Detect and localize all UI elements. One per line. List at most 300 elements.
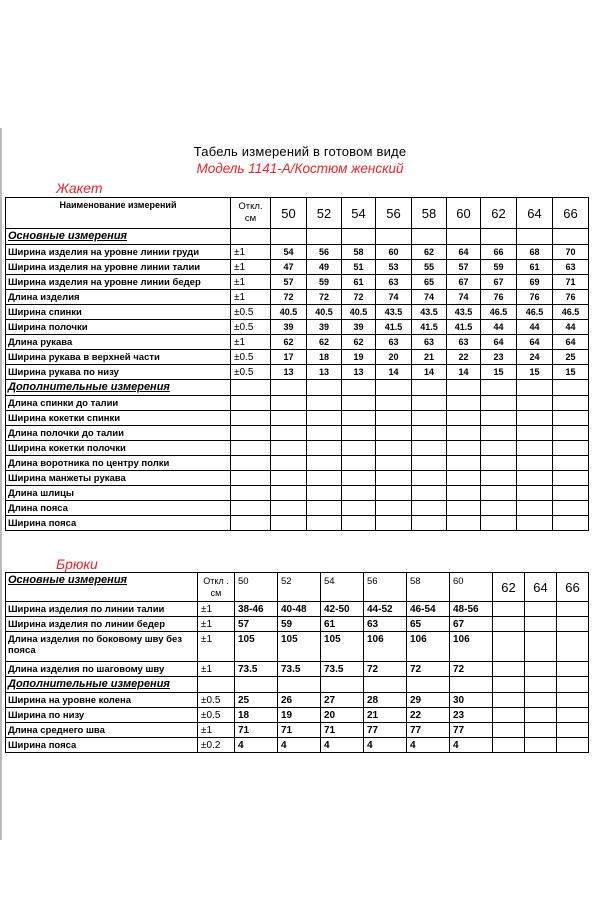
empty-cell xyxy=(412,441,447,456)
empty-cell xyxy=(412,229,447,245)
jacket-size-header: 66 xyxy=(553,198,589,229)
jacket-size-header: 54 xyxy=(342,198,376,229)
measurement-name: Длина изделия по боковому шву без пояса xyxy=(6,632,198,662)
measurement-value: 44 xyxy=(517,320,553,335)
empty-cell xyxy=(481,456,517,471)
empty-cell xyxy=(376,456,412,471)
measurement-value: 76 xyxy=(517,290,553,305)
measurement-name: Ширина пояса xyxy=(6,516,231,531)
measurement-value: 64 xyxy=(481,335,517,350)
measurement-name: Длина полочки до талии xyxy=(6,426,231,441)
measurement-value: 63 xyxy=(447,335,481,350)
measurement-name: Ширина манжеты рукава xyxy=(6,471,231,486)
empty-cell xyxy=(517,411,553,426)
measurement-value: 22 xyxy=(447,350,481,365)
jacket-table-row xyxy=(6,456,589,471)
measurement-value: 58 xyxy=(342,245,376,260)
jacket-table-row xyxy=(6,365,589,380)
measurement-value: 105 xyxy=(321,632,364,662)
measurement-value: 4 xyxy=(364,738,407,753)
measurement-tolerance: ±0.5 xyxy=(198,708,235,723)
measurement-value: 54 xyxy=(271,245,307,260)
measurement-name: Длина шлицы xyxy=(6,486,231,501)
jacket-size-header: 60 xyxy=(447,198,481,229)
jacket-table-row xyxy=(6,411,589,426)
empty-cell xyxy=(271,441,307,456)
measurement-value: 57 xyxy=(271,275,307,290)
measurement-value: 43.5 xyxy=(412,305,447,320)
measurement-value: 13 xyxy=(342,365,376,380)
measurement-value: 20 xyxy=(376,350,412,365)
empty-cell xyxy=(481,426,517,441)
jacket-main-heading: Основные измерения xyxy=(6,229,231,245)
measurement-value: 63 xyxy=(376,335,412,350)
measurement-value: 63 xyxy=(364,617,407,632)
empty-cell xyxy=(307,411,342,426)
empty-cell xyxy=(525,632,557,662)
page-title: Табель измерений в готовом виде xyxy=(193,144,407,159)
measurement-name: Длина среднего шва xyxy=(6,723,198,738)
measurement-name: Ширина изделия на уровне линии талии xyxy=(6,260,231,275)
empty-cell xyxy=(271,426,307,441)
measurement-value: 74 xyxy=(447,290,481,305)
measurement-value: 74 xyxy=(376,290,412,305)
empty-cell xyxy=(231,396,271,411)
empty-cell xyxy=(481,471,517,486)
trousers-size-header: 54 xyxy=(321,573,364,602)
measurement-value: 63 xyxy=(412,335,447,350)
empty-cell xyxy=(557,662,589,677)
jacket-table-row xyxy=(6,486,589,501)
empty-cell xyxy=(517,516,553,531)
measurement-value: 19 xyxy=(342,350,376,365)
empty-cell xyxy=(376,471,412,486)
measurement-name: Ширина на уровне колена xyxy=(6,693,198,708)
measurement-tolerance: ±1 xyxy=(198,602,235,617)
jacket-header-row xyxy=(6,198,589,229)
trousers-size-header: 56 xyxy=(364,573,407,602)
empty-cell xyxy=(517,426,553,441)
empty-cell xyxy=(493,677,525,693)
empty-cell xyxy=(412,456,447,471)
measurement-value: 39 xyxy=(271,320,307,335)
empty-cell xyxy=(493,708,525,723)
measurement-value: 63 xyxy=(553,260,589,275)
empty-cell xyxy=(342,426,376,441)
empty-cell xyxy=(447,426,481,441)
empty-cell xyxy=(557,632,589,662)
measurement-value: 64 xyxy=(517,335,553,350)
empty-cell xyxy=(307,501,342,516)
empty-cell xyxy=(553,471,589,486)
jacket-extra-heading: Дополнительные измерения xyxy=(6,380,231,396)
empty-cell xyxy=(307,396,342,411)
empty-cell xyxy=(376,380,412,396)
empty-cell xyxy=(412,486,447,501)
empty-cell xyxy=(231,441,271,456)
measurement-name: Длина рукава xyxy=(6,335,231,350)
empty-cell xyxy=(557,693,589,708)
measurement-value: 62 xyxy=(271,335,307,350)
empty-cell xyxy=(376,396,412,411)
empty-cell xyxy=(307,471,342,486)
empty-cell xyxy=(271,501,307,516)
empty-cell xyxy=(525,617,557,632)
empty-cell xyxy=(481,229,517,245)
measurement-value: 76 xyxy=(553,290,589,305)
trousers-table xyxy=(5,572,589,753)
measurement-value: 49 xyxy=(307,260,342,275)
jacket-section-title: Жакет xyxy=(56,180,103,196)
empty-cell xyxy=(525,708,557,723)
measurement-value: 13 xyxy=(271,365,307,380)
jacket-size-header: 52 xyxy=(307,198,342,229)
empty-cell xyxy=(517,456,553,471)
measurement-tolerance: ±1 xyxy=(198,723,235,738)
empty-cell xyxy=(517,380,553,396)
empty-cell xyxy=(412,516,447,531)
measurement-value: 72 xyxy=(307,290,342,305)
empty-cell xyxy=(321,677,364,693)
empty-cell xyxy=(517,229,553,245)
measurement-value: 72 xyxy=(450,662,493,677)
measurement-value: 4 xyxy=(407,738,450,753)
jacket-size-header: 50 xyxy=(271,198,307,229)
empty-cell xyxy=(553,501,589,516)
measurement-value: 17 xyxy=(271,350,307,365)
measurement-value: 64 xyxy=(447,245,481,260)
measurement-value: 23 xyxy=(481,350,517,365)
empty-cell xyxy=(412,471,447,486)
measurement-value: 105 xyxy=(235,632,278,662)
trousers-size-header: 58 xyxy=(407,573,450,602)
measurement-tolerance: ±1 xyxy=(198,662,235,677)
measurement-value: 14 xyxy=(447,365,481,380)
measurement-tolerance: ±1 xyxy=(231,290,271,305)
measurement-value: 77 xyxy=(407,723,450,738)
measurement-value: 55 xyxy=(412,260,447,275)
measurement-name: Ширина изделия на уровне линии груди xyxy=(6,245,231,260)
measurement-value: 20 xyxy=(321,708,364,723)
measurement-value: 15 xyxy=(553,365,589,380)
measurement-value: 71 xyxy=(278,723,321,738)
jacket-header-tolerance: Откл. см xyxy=(231,198,271,229)
empty-cell xyxy=(376,441,412,456)
trousers-extra-heading: Дополнительные измерения xyxy=(6,677,198,693)
jacket-table-row xyxy=(6,396,589,411)
measurement-value: 71 xyxy=(321,723,364,738)
measurement-value: 40.5 xyxy=(307,305,342,320)
jacket-table xyxy=(5,197,589,531)
trousers-table-row xyxy=(6,708,589,723)
measurement-tolerance: ±1 xyxy=(198,617,235,632)
empty-cell xyxy=(342,396,376,411)
jacket-header-name: Наименование измерений xyxy=(6,198,231,229)
empty-cell xyxy=(447,516,481,531)
empty-cell xyxy=(342,501,376,516)
empty-cell xyxy=(231,486,271,501)
measurement-value: 48-56 xyxy=(450,602,493,617)
measurement-name: Ширина изделия на уровне линии бедер xyxy=(6,275,231,290)
measurement-value: 73.5 xyxy=(321,662,364,677)
measurement-tolerance: ±0.5 xyxy=(231,350,271,365)
empty-cell xyxy=(557,738,589,753)
jacket-table-row xyxy=(6,245,589,260)
measurement-value: 61 xyxy=(321,617,364,632)
page-left-rule xyxy=(0,128,2,840)
measurement-value: 72 xyxy=(271,290,307,305)
measurement-value: 14 xyxy=(412,365,447,380)
measurement-value: 38-46 xyxy=(235,602,278,617)
measurement-value: 40.5 xyxy=(271,305,307,320)
measurement-tolerance: ±0.2 xyxy=(198,738,235,753)
empty-cell xyxy=(342,229,376,245)
measurement-value: 30 xyxy=(450,693,493,708)
empty-cell xyxy=(450,677,493,693)
trousers-size-header: 52 xyxy=(278,573,321,602)
empty-cell xyxy=(376,501,412,516)
measurement-value: 44 xyxy=(481,320,517,335)
measurement-value: 46-54 xyxy=(407,602,450,617)
measurement-value: 66 xyxy=(481,245,517,260)
trousers-table-row xyxy=(6,738,589,753)
measurement-value: 74 xyxy=(412,290,447,305)
empty-cell xyxy=(198,677,235,693)
measurement-name: Длина изделия xyxy=(6,290,231,305)
empty-cell xyxy=(271,396,307,411)
measurement-value: 40-48 xyxy=(278,602,321,617)
measurement-value: 29 xyxy=(407,693,450,708)
empty-cell xyxy=(447,380,481,396)
empty-cell xyxy=(412,396,447,411)
empty-cell xyxy=(553,456,589,471)
trousers-header-row xyxy=(6,573,589,602)
measurement-value: 41.5 xyxy=(376,320,412,335)
empty-cell xyxy=(342,486,376,501)
measurement-value: 73.5 xyxy=(235,662,278,677)
empty-cell xyxy=(557,617,589,632)
empty-cell xyxy=(376,411,412,426)
jacket-size-header: 56 xyxy=(376,198,412,229)
empty-cell xyxy=(342,411,376,426)
measurement-tolerance: ±0.5 xyxy=(231,320,271,335)
empty-cell xyxy=(517,396,553,411)
jacket-size-header: 58 xyxy=(412,198,447,229)
measurement-name: Ширина по низу xyxy=(6,708,198,723)
jacket-section-row xyxy=(6,380,589,396)
measurement-tolerance: ±1 xyxy=(231,275,271,290)
jacket-section-row xyxy=(6,229,589,245)
measurement-value: 18 xyxy=(235,708,278,723)
measurement-value: 60 xyxy=(376,245,412,260)
empty-cell xyxy=(412,411,447,426)
empty-cell xyxy=(447,486,481,501)
jacket-table-row xyxy=(6,335,589,350)
empty-cell xyxy=(553,396,589,411)
measurement-value: 19 xyxy=(278,708,321,723)
empty-cell xyxy=(307,456,342,471)
measurement-value: 15 xyxy=(481,365,517,380)
measurement-value: 59 xyxy=(481,260,517,275)
empty-cell xyxy=(231,426,271,441)
measurement-value: 39 xyxy=(342,320,376,335)
empty-cell xyxy=(553,229,589,245)
measurement-tolerance: ±1 xyxy=(231,245,271,260)
empty-cell xyxy=(307,426,342,441)
trousers-header-tolerance: Откл . см xyxy=(198,573,235,602)
empty-cell xyxy=(231,411,271,426)
jacket-table-row xyxy=(6,275,589,290)
measurement-value: 21 xyxy=(412,350,447,365)
empty-cell xyxy=(271,380,307,396)
empty-cell xyxy=(525,738,557,753)
measurement-value: 105 xyxy=(278,632,321,662)
jacket-table-row xyxy=(6,426,589,441)
measurement-value: 67 xyxy=(447,275,481,290)
measurement-value: 72 xyxy=(407,662,450,677)
trousers-table-row xyxy=(6,723,589,738)
empty-cell xyxy=(481,411,517,426)
measurement-name: Ширина кокетки спинки xyxy=(6,411,231,426)
empty-cell xyxy=(307,486,342,501)
trousers-table-row xyxy=(6,632,589,662)
empty-cell xyxy=(557,723,589,738)
empty-cell xyxy=(553,516,589,531)
measurement-value: 62 xyxy=(307,335,342,350)
empty-cell xyxy=(481,380,517,396)
measurement-value: 106 xyxy=(450,632,493,662)
measurement-value: 63 xyxy=(376,275,412,290)
trousers-table-row xyxy=(6,617,589,632)
measurement-value: 21 xyxy=(364,708,407,723)
empty-cell xyxy=(493,738,525,753)
empty-cell xyxy=(231,471,271,486)
measurement-value: 106 xyxy=(407,632,450,662)
measurement-value: 62 xyxy=(412,245,447,260)
empty-cell xyxy=(231,456,271,471)
measurement-value: 44 xyxy=(553,320,589,335)
jacket-table-row xyxy=(6,290,589,305)
measurement-value: 15 xyxy=(517,365,553,380)
measurement-value: 64 xyxy=(553,335,589,350)
jacket-table-row xyxy=(6,260,589,275)
empty-cell xyxy=(517,471,553,486)
empty-cell xyxy=(493,662,525,677)
empty-cell xyxy=(364,677,407,693)
measurement-value: 56 xyxy=(307,245,342,260)
empty-cell xyxy=(342,456,376,471)
measurement-value: 65 xyxy=(407,617,450,632)
measurement-name: Ширина полочки xyxy=(6,320,231,335)
measurement-value: 41.5 xyxy=(412,320,447,335)
empty-cell xyxy=(553,411,589,426)
measurement-value: 62 xyxy=(342,335,376,350)
measurement-value: 4 xyxy=(278,738,321,753)
measurement-value: 43.5 xyxy=(376,305,412,320)
empty-cell xyxy=(525,723,557,738)
jacket-table-row xyxy=(6,305,589,320)
measurement-value: 69 xyxy=(517,275,553,290)
measurement-value: 71 xyxy=(553,275,589,290)
measurement-value: 44-52 xyxy=(364,602,407,617)
empty-cell xyxy=(481,516,517,531)
jacket-size-header: 64 xyxy=(517,198,553,229)
empty-cell xyxy=(481,441,517,456)
measurement-value: 18 xyxy=(307,350,342,365)
measurement-value: 42-50 xyxy=(321,602,364,617)
empty-cell xyxy=(307,380,342,396)
measurement-value: 70 xyxy=(553,245,589,260)
trousers-table-row xyxy=(6,693,589,708)
measurement-value: 25 xyxy=(553,350,589,365)
empty-cell xyxy=(271,411,307,426)
measurement-value: 61 xyxy=(517,260,553,275)
empty-cell xyxy=(493,632,525,662)
jacket-table-row xyxy=(6,501,589,516)
empty-cell xyxy=(447,441,481,456)
empty-cell xyxy=(412,501,447,516)
measurement-tolerance: ±0.5 xyxy=(198,693,235,708)
empty-cell xyxy=(525,662,557,677)
measurement-value: 65 xyxy=(412,275,447,290)
measurement-tolerance: ±1 xyxy=(198,632,235,662)
trousers-size-header: 64 xyxy=(525,573,557,602)
empty-cell xyxy=(376,486,412,501)
empty-cell xyxy=(553,486,589,501)
empty-cell xyxy=(447,456,481,471)
empty-cell xyxy=(525,602,557,617)
empty-cell xyxy=(481,501,517,516)
empty-cell xyxy=(481,486,517,501)
empty-cell xyxy=(342,441,376,456)
measurement-value: 41.5 xyxy=(447,320,481,335)
empty-cell xyxy=(231,380,271,396)
measurement-value: 40.5 xyxy=(342,305,376,320)
empty-cell xyxy=(447,501,481,516)
empty-cell xyxy=(493,617,525,632)
empty-cell xyxy=(517,501,553,516)
measurement-name: Ширина рукава в верхней части xyxy=(6,350,231,365)
empty-cell xyxy=(493,723,525,738)
empty-cell xyxy=(307,516,342,531)
measurement-value: 71 xyxy=(235,723,278,738)
measurement-name: Ширина кокетки полочки xyxy=(6,441,231,456)
measurement-value: 53 xyxy=(376,260,412,275)
jacket-table-row xyxy=(6,471,589,486)
empty-cell xyxy=(376,516,412,531)
measurement-value: 68 xyxy=(517,245,553,260)
measurement-tolerance: ±1 xyxy=(231,335,271,350)
model-subtitle: Модель 1141-А/Костюм женский xyxy=(196,161,404,176)
measurement-value: 39 xyxy=(307,320,342,335)
empty-cell xyxy=(493,693,525,708)
empty-cell xyxy=(525,677,557,693)
measurement-value: 47 xyxy=(271,260,307,275)
measurement-value: 22 xyxy=(407,708,450,723)
empty-cell xyxy=(376,229,412,245)
empty-cell xyxy=(447,396,481,411)
measurement-value: 59 xyxy=(278,617,321,632)
jacket-size-header: 62 xyxy=(481,198,517,229)
empty-cell xyxy=(517,441,553,456)
measurement-value: 26 xyxy=(278,693,321,708)
measurement-value: 51 xyxy=(342,260,376,275)
trousers-size-header: 62 xyxy=(493,573,525,602)
empty-cell xyxy=(407,677,450,693)
measurement-value: 25 xyxy=(235,693,278,708)
empty-cell xyxy=(231,516,271,531)
measurement-value: 23 xyxy=(450,708,493,723)
